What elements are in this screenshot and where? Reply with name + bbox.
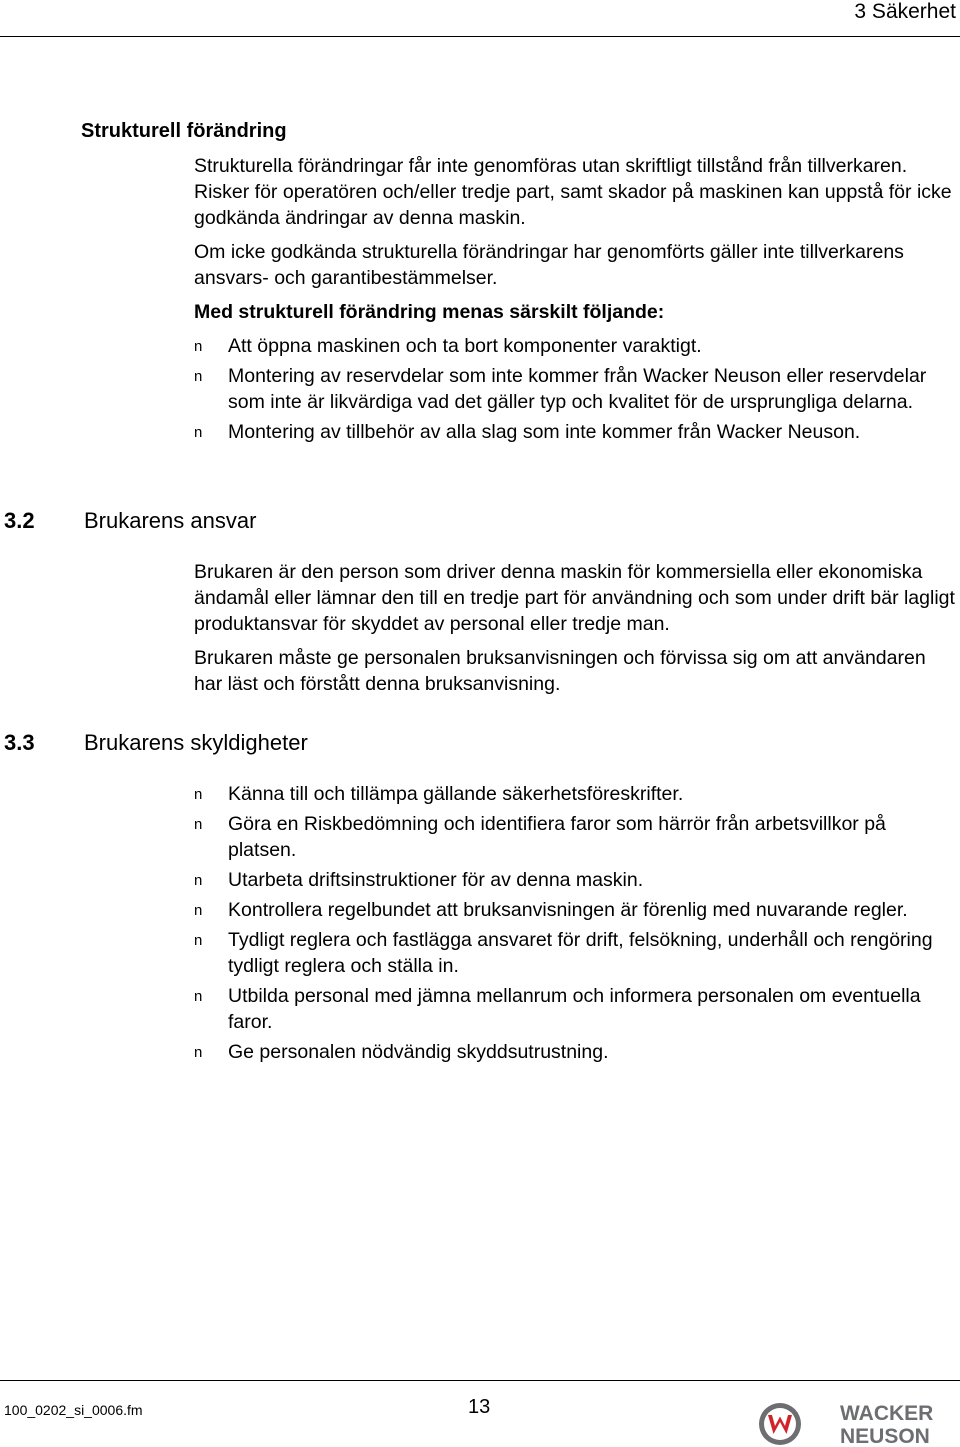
section-3-3-body bbox=[194, 781, 956, 1069]
list-item-text: Ge personalen nödvändig skyddsutrustning. bbox=[228, 1041, 609, 1063]
footer-filename: 100_0202_si_0006.fm bbox=[4, 1402, 143, 1418]
structural-change-list bbox=[194, 333, 956, 445]
bullet-marker: n bbox=[194, 932, 203, 949]
list-item bbox=[194, 897, 956, 923]
bullet-marker: n bbox=[194, 988, 203, 1005]
section-title: Brukarens ansvar bbox=[84, 508, 257, 533]
bullet-marker: n bbox=[194, 872, 203, 889]
logo-emblem-inner bbox=[764, 1408, 796, 1440]
bullet-marker: n bbox=[194, 902, 203, 919]
bullet-marker: n bbox=[194, 368, 203, 385]
paragraph: Brukaren måste ge personalen bruksanvisningen och förvissa sig om att användaren har läst och förstått denna bruksanvisning. bbox=[194, 647, 926, 695]
subheading-structural-change: Strukturell förändring bbox=[81, 120, 287, 142]
section-title: Brukarens skyldigheter bbox=[84, 730, 308, 755]
list-item bbox=[194, 781, 956, 807]
wacker-neuson-logo bbox=[752, 1398, 958, 1446]
list-item bbox=[194, 419, 956, 445]
list-item bbox=[194, 811, 956, 863]
list-item bbox=[194, 927, 956, 979]
list-item bbox=[194, 1039, 956, 1065]
bullet-marker: n bbox=[194, 338, 203, 355]
list-item bbox=[194, 333, 956, 359]
list-lead: Med strukturell förändring menas särskilt följande: bbox=[194, 301, 665, 323]
logo-text-line2: NEUSON bbox=[840, 1425, 930, 1446]
header-rule bbox=[0, 36, 960, 37]
bullet-marker: n bbox=[194, 816, 203, 833]
paragraph: Strukturella förändringar får inte genomföras utan skriftligt tillstånd från tillverkaren. Risker för operatören och/eller tredje part, samt skador på maskinen kan uppstå för icke godkända ändringar av denna maskin. bbox=[194, 155, 952, 229]
list-item-text: Tydligt reglera och fastlägga ansvaret för drift, felsökning, underhåll och rengöring tydligt reglera och ställa in. bbox=[228, 929, 933, 977]
list-item-text: Montering av reservdelar som inte kommer från Wacker Neuson eller reservdelar som inte är likvärdiga vad det gäller typ och kvalitet för de ursprungliga delarna. bbox=[228, 365, 927, 413]
section-3-2-body bbox=[194, 559, 956, 705]
list-item-text: Känna till och tillämpa gällande säkerhetsföreskrifter. bbox=[228, 783, 684, 805]
list-item-text: Montering av tillbehör av alla slag som inte kommer från Wacker Neuson. bbox=[228, 421, 861, 443]
list-item-text: Kontrollera regelbundet att bruksanvisningen är förenlig med nuvarande regler. bbox=[228, 899, 908, 921]
bullet-marker: n bbox=[194, 786, 203, 803]
list-item-text: Att öppna maskinen och ta bort komponenter varaktigt. bbox=[228, 335, 702, 357]
list-item bbox=[194, 867, 956, 893]
list-item bbox=[194, 363, 956, 415]
structural-change-body bbox=[194, 153, 956, 449]
section-number: 3.2 bbox=[4, 508, 35, 533]
bullet-marker: n bbox=[194, 1044, 203, 1061]
logo-text-line1: WACKER bbox=[840, 1402, 934, 1425]
list-item-text: Utarbeta driftsinstruktioner för av denna maskin. bbox=[228, 869, 644, 891]
list-item-text: Göra en Riskbedömning och identifiera faror som härrör från arbetsvillkor på platsen. bbox=[228, 813, 886, 861]
section-number: 3.3 bbox=[4, 730, 35, 755]
obligations-list bbox=[194, 781, 956, 1065]
page-number: 13 bbox=[468, 1396, 491, 1418]
section-heading-3-2 bbox=[4, 508, 256, 534]
chapter-title: 3 Säkerhet bbox=[854, 0, 956, 23]
section-heading-3-3 bbox=[4, 730, 308, 756]
bullet-marker: n bbox=[194, 424, 203, 441]
paragraph: Om icke godkända strukturella förändringar har genomförts gäller inte tillverkarens ansvars- och garantibestämmelser. bbox=[194, 241, 904, 289]
list-item-text: Utbilda personal med jämna mellanrum och informera personalen om eventuella faror. bbox=[228, 985, 921, 1033]
paragraph: Brukaren är den person som driver denna maskin för kommersiella eller ekonomiska ändamål eller lämnar den till en tredje part för användning och som under drift bär lagligt produktansvar för skyddet av personal eller tredje man. bbox=[194, 561, 955, 635]
list-item bbox=[194, 983, 956, 1035]
footer-rule bbox=[0, 1380, 960, 1381]
